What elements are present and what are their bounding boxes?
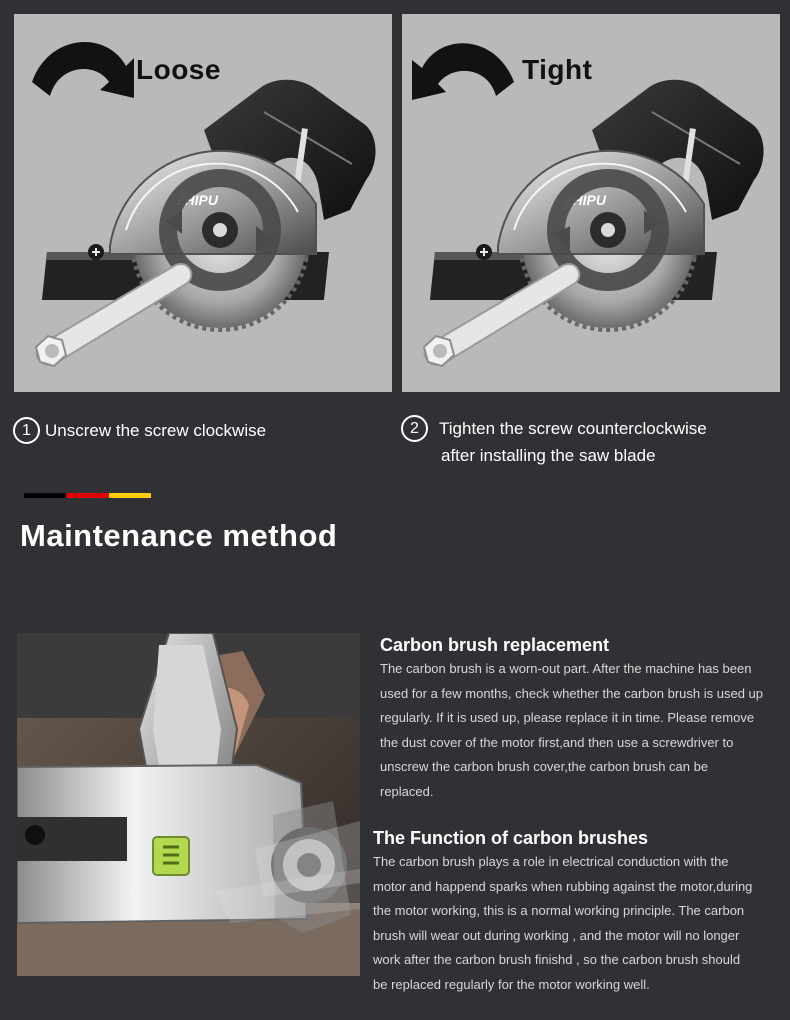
step-2-text-block — [439, 415, 707, 469]
divider-black-segment — [24, 493, 66, 498]
carbon-brush-function-line-6: be replaced regularly for the motor working well. — [373, 976, 650, 992]
carbon-brush-replacement-line-4: the dust cover of the motor first,and then use a screwdriver to — [380, 734, 734, 750]
tight-label: Tight — [522, 54, 593, 85]
carbon-brush-function-line-3: the motor working, this is a normal working principle. The carbon — [373, 903, 745, 918]
rotation-arrow-icon — [412, 43, 514, 100]
carbon-brush-photo — [17, 633, 360, 976]
carbon-brush-function-line-5: work after the carbon brush finishd , so the carbon brush should — [373, 952, 741, 967]
divider-yellow-segment — [109, 493, 151, 498]
carbon-brush-function-line-2: motor and happend sparks when rubbing against the motor,during — [373, 878, 753, 894]
tricolor-divider — [24, 493, 151, 498]
step-number-1-badge: 1 — [13, 417, 40, 444]
carbon-brush-replacement-line-1: The carbon brush is a worn-out part. After the machine has been — [380, 661, 752, 676]
carbon-brush-replacement-heading: Carbon brush replacement — [380, 635, 610, 655]
rotation-arrow-icon — [32, 42, 134, 98]
carbon-brush-replacement-section — [380, 633, 790, 804]
tight-instruction-panel — [402, 14, 780, 392]
carbon-brush-function-heading: The Function of carbon brushes — [373, 828, 649, 848]
carbon-brush-replacement-line-2: used for a few months, check whether the carbon brush is used up — [380, 685, 763, 701]
step-2 — [401, 415, 707, 469]
carbon-brush-replacement-line-5: unscrew the carbon brush cover,the carbon brush can be — [380, 759, 709, 774]
carbon-brush-function-line-4: brush will wear out during working , and the motor will no longer — [373, 927, 740, 943]
step-2-line-1: Tighten the screw counterclockwise — [439, 419, 707, 438]
svg-text:ZHIPU: ZHIPU — [564, 192, 606, 208]
loose-instruction-panel — [14, 14, 392, 392]
divider-red-segment — [66, 493, 108, 498]
carbon-brush-replacement-line-3: regularly. If it is used up, please replace it in time. Please remove — [380, 710, 755, 725]
saw-in-use-illustration — [17, 633, 360, 976]
step-2-line-2: after installing the saw blade — [441, 446, 656, 465]
carbon-brush-replacement-line-6: replaced. — [380, 783, 434, 799]
step-1-text: Unscrew the screw clockwise — [45, 421, 267, 440]
loose-label: Loose — [136, 54, 221, 85]
maintenance-title: Maintenance method — [20, 518, 338, 553]
step-number-2-badge: 2 — [401, 415, 428, 442]
step-1 — [13, 417, 266, 444]
carbon-brush-function-section — [373, 826, 790, 997]
svg-text:ZHIPU: ZHIPU — [176, 192, 218, 208]
carbon-brush-function-line-1: The carbon brush plays a role in electrical conduction with the — [373, 854, 729, 869]
